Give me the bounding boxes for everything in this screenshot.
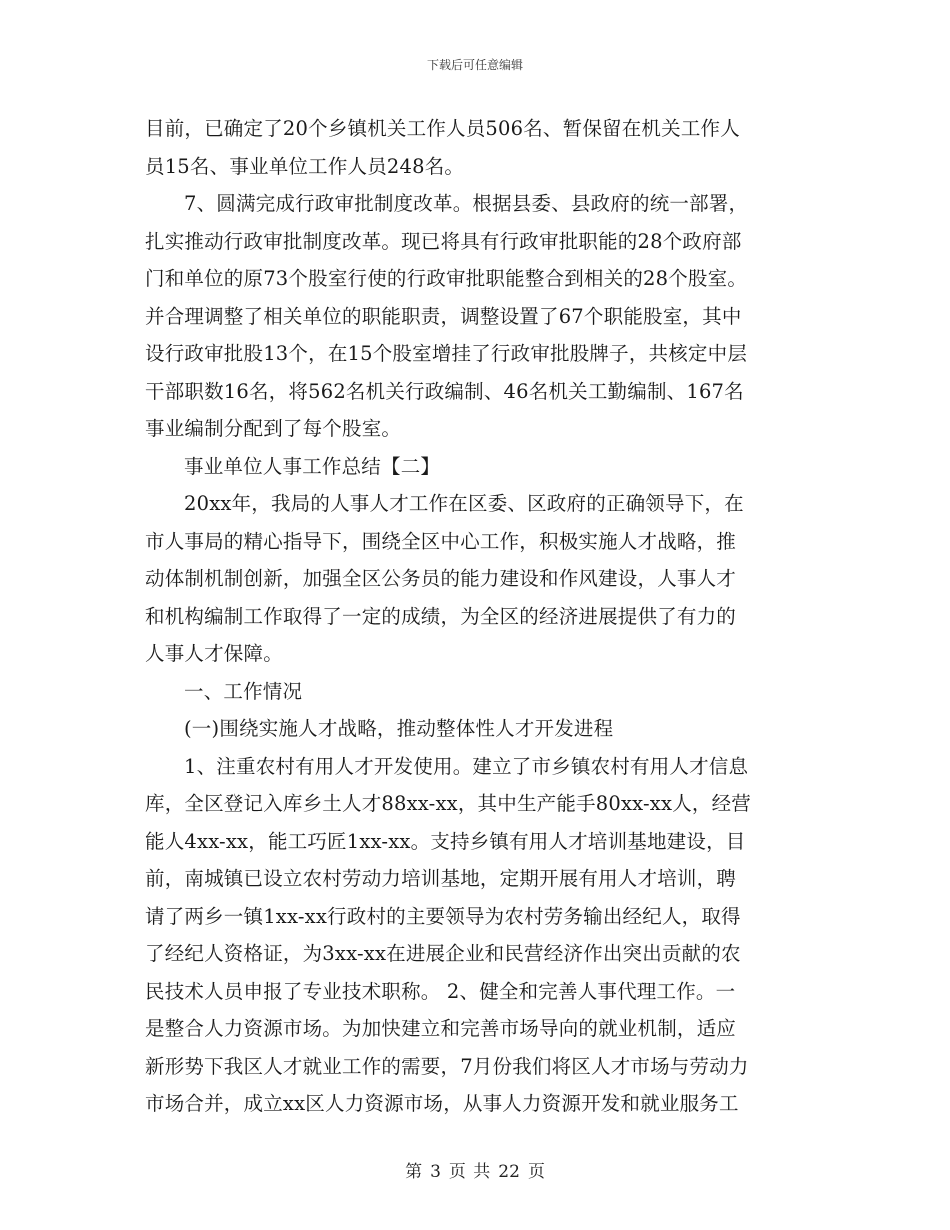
text-line: 市人事局的精心指导下，围绕全区中心工作，积极实施人才战略，推 xyxy=(145,529,737,553)
text-line: 和机构编制工作取得了一定的成绩，为全区的经济进展提供了有力的 xyxy=(145,604,737,628)
footer-total-pages: 22 xyxy=(498,1162,520,1182)
text-line: 是整合人力资源市场。为加快建立和完善市场导向的就业机制，适应 xyxy=(145,1017,737,1040)
text-line: 并合理调整了相关单位的职能职责，调整设置了67个职能股室，其中 xyxy=(145,304,742,328)
footer-page-number: 3 xyxy=(430,1162,441,1182)
footer-prefix: 第 xyxy=(405,1162,423,1182)
footer-middle: 页 共 xyxy=(448,1162,491,1182)
text-line: 一、工作情况 xyxy=(184,679,303,703)
text-line: 目前，已确定了20个乡镇机关工作人员506名、暂保留在机关工作人 xyxy=(145,117,740,140)
page-header: 下载后可任意编辑 xyxy=(426,58,523,72)
text-line: 人事人才保障。 xyxy=(145,642,283,665)
document-body xyxy=(145,110,810,1123)
text-line: 民技术人员申报了专业技术职称。 2、健全和完善人事代理工作。一 xyxy=(145,979,736,1003)
text-line: 市场合并，成立xx区人力资源市场，从事人力资源开发和就业服务工 xyxy=(145,1092,739,1115)
text-line: 能人4xx-xx，能工巧匠1xx-xx。支持乡镇有用人才培训基地建设，目 xyxy=(145,829,746,853)
text-line: 扎实推动行政审批制度改革。现已将具有行政审批职能的28个政府部 xyxy=(145,229,742,253)
text-line: 请了两乡一镇1xx-xx行政村的主要领导为农村劳务输出经纪人，取得 xyxy=(145,904,741,928)
page-footer xyxy=(0,1157,950,1182)
text-line: 动体制机制创新，加强全区公务员的能力建设和作风建设，人事人才 xyxy=(145,567,737,590)
footer-suffix: 页 xyxy=(527,1162,545,1182)
text-line: 设行政审批股13个，在15个股室增挂了行政审批股牌子，共核定中层 xyxy=(145,342,748,365)
text-line: 1、注重农村有用人才开发使用。建立了市乡镇农村有用人才信息 xyxy=(184,754,749,778)
text-line: (一)围绕实施人才战略，推动整体性人才开发进程 xyxy=(184,717,614,740)
text-line: 前，南城镇已设立农村劳动力培训基地，定期开展有用人才培训，聘 xyxy=(145,867,737,890)
text-line: 7、圆满完成行政审批制度改革。根据县委、县政府的统一部署， xyxy=(184,192,749,215)
text-line: 员15名、事业单位工作人员248名。 xyxy=(145,154,465,178)
text-line: 20xx年，我局的人事人才工作在区委、区政府的正确领导下，在 xyxy=(184,492,744,515)
text-line: 新形势下我区人才就业工作的需要，7月份我们将区人才市场与劳动力 xyxy=(145,1054,749,1078)
text-line: 干部职数16名，将562名机关行政编制、46名机关工勤编制、167名 xyxy=(145,379,744,403)
text-line: 库，全区登记入库乡土人才88xx-xx，其中生产能手80xx-xx人，经营 xyxy=(145,792,751,815)
text-line: 事业单位人事工作总结【二】 xyxy=(184,454,441,478)
text-line: 了经纪人资格证，为3xx-xx在进展企业和民营经济作出突出贡献的农 xyxy=(145,942,741,965)
text-line: 事业编制分配到了每个股室。 xyxy=(145,417,402,440)
text-line: 门和单位的原73个股室行使的行政审批职能整合到相关的28个股室。 xyxy=(145,267,748,290)
